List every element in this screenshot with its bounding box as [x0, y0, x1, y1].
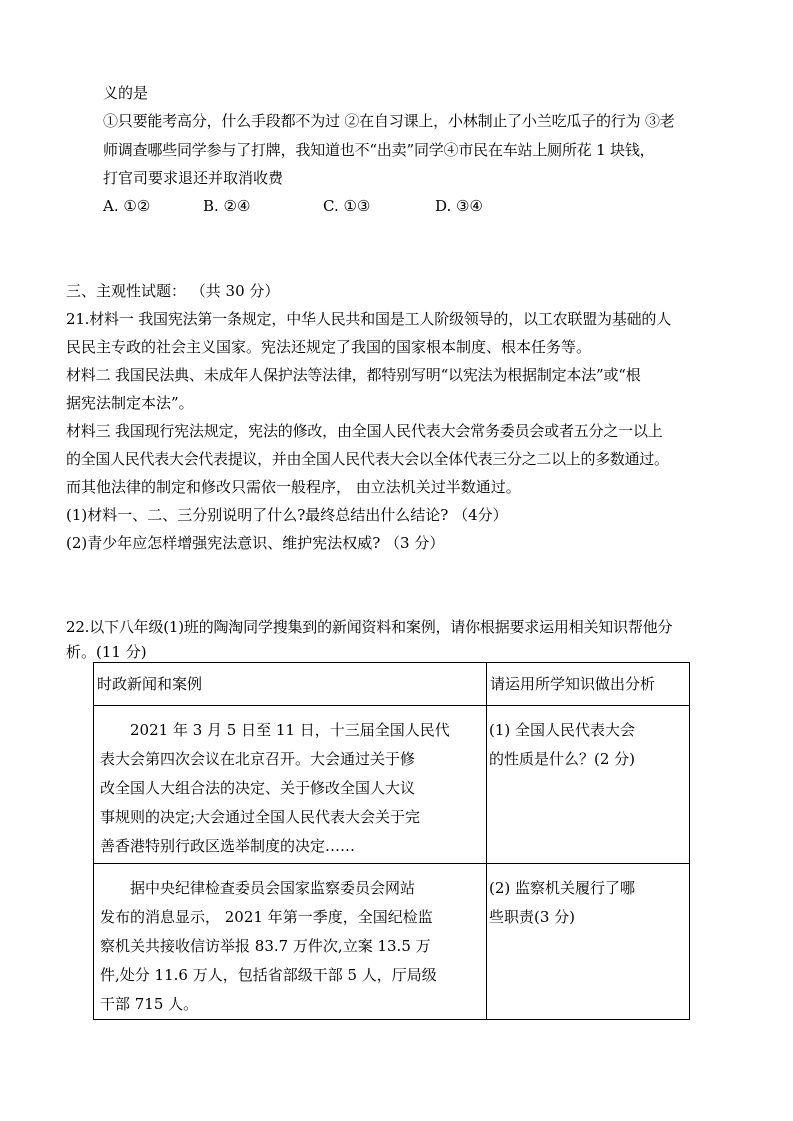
analysis-cell-1	[487, 706, 690, 864]
analysis-question-2-line: (2) 监察机关履行了哪	[489, 879, 636, 897]
q20-statements-line1: ①只要能考高分，什么手段都不为过 ②在自习课上，小林制止了小兰吃瓜子的行为 ③老	[103, 112, 675, 130]
analysis-question-1-line: (1) 全国人民代表大会	[489, 721, 636, 739]
news-npc-line: 善香港特别行政区选举制度的决定……	[100, 837, 356, 855]
q20-statements-line3: 打官司要求退还并取消收费	[103, 169, 284, 187]
section3-heading: 三、主观性试题： （共 30 分）	[66, 282, 280, 300]
news-supervision-line: 发布的消息显示， 2021 年第一季度，全国纪检监	[100, 908, 433, 926]
header-news-label: 时政新闻和案例	[97, 675, 203, 693]
analysis-question-1-line: 的性质是什么？(2 分)	[489, 750, 636, 768]
header-cell-right	[487, 663, 690, 706]
news-cell-supervision	[94, 864, 487, 1020]
q21-line: 据宪法制定本法”。	[66, 394, 194, 412]
news-supervision-line: 件,处分 11.6 万人，包括省部级干部 5 人，厅局级	[100, 966, 437, 984]
news-npc-line: 改全国人大组合法的决定、关于修改全国人大议	[100, 779, 416, 797]
table-header-row	[94, 663, 690, 706]
news-supervision-line: 据中央纪律检查委员会国家监察委员会网站	[130, 879, 416, 897]
q20-option-d: D. ③④	[435, 197, 483, 215]
q20-option-a: A. ①②	[103, 197, 151, 215]
q20-statements-line2: 师调查哪些同学参与了打牌，我知道也不“出卖”同学④市民在车站上厕所花 1 块钱，	[103, 141, 655, 159]
q21-subquestion-1: (1)材料一、二、三分别说明了什么?最终总结出什么结论? （4分）	[66, 506, 508, 524]
q21-line: 的全国人民代表大会代表提议，并由全国人民代表大会以全体代表三分之二以上的多数通过。	[66, 450, 669, 468]
news-supervision-line: 干部 715 人。	[100, 995, 199, 1013]
q21-line: 材料二 我国民法典、未成年人保护法等法律，都特别写明“以宪法为根据制定本法”或“根	[66, 366, 641, 384]
news-supervision-line: 察机关共接收信访举报 83.7 万件次,立案 13.5 万	[100, 937, 431, 955]
news-analysis-table	[93, 662, 690, 1020]
q21-line: 民民主专政的社会主义国家。宪法还规定了我国的国家根本制度、根本任务等。	[66, 338, 592, 356]
news-npc-line: 表大会第四次会议在北京召开。大会通过关于修	[100, 750, 416, 768]
analysis-question-2-line: 些职责(3 分)	[489, 908, 576, 926]
q21-subquestion-2: (2)青少年应怎样增强宪法意识、维护宪法权威? （3 分）	[66, 534, 445, 552]
analysis-cell-2	[487, 864, 690, 1020]
q20-stem-tail: 义的是	[103, 84, 149, 102]
q20-option-c: C. ①③	[323, 197, 371, 215]
q21-line: 21.材料一 我国宪法第一条规定，中华人民共和国是工人阶级领导的，以工农联盟为基础的人	[66, 310, 672, 328]
q22-stem: 22.以下八年级(1)班的陶淘同学搜集到的新闻资料和案例，请你根据要求运用相关知识帮他分	[66, 618, 673, 636]
q22-stem-cont: 析。(11 分)	[66, 643, 147, 661]
table-row	[94, 706, 690, 864]
q21-line: 而其他法律的制定和修改只需依一般程序， 由立法机关过半数通过。	[66, 478, 521, 496]
header-cell-left	[94, 663, 487, 706]
table-row	[94, 864, 690, 1020]
news-npc-line: 事规则的决定;大会通过全国人民代表大会关于完	[100, 808, 421, 826]
news-cell-npc	[94, 706, 487, 864]
q21-line: 材料三 我国现行宪法规定，宪法的修改，由全国人民代表大会常务委员会或者五分之一以上	[66, 422, 663, 440]
header-analysis-label: 请运用所学知识做出分析	[490, 675, 656, 693]
q20-option-b: B. ②④	[203, 197, 251, 215]
news-npc-line: 2021 年 3 月 5 日至 11 日，十三届全国人民代	[130, 721, 450, 739]
